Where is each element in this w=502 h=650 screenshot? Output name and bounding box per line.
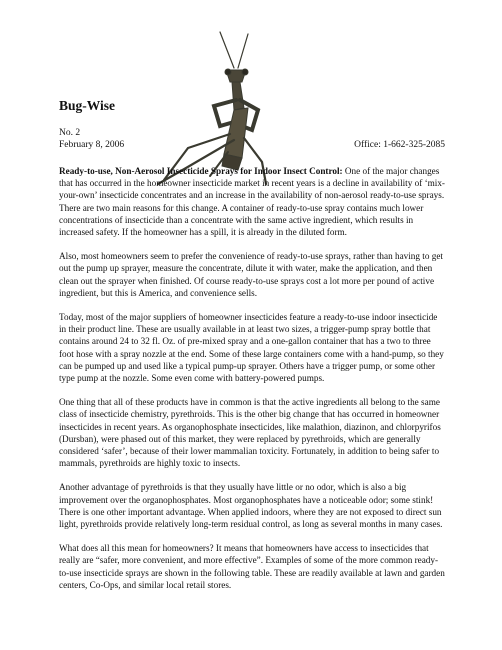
article-paragraph-1-text: One of the major changes that has occurred in the homeowner insecticide market in recent years is a decline in availability of ‘mix-your-own’ insecticide concentrates and an increase in the availability of non-aerosol ready-to-use sprays. There are two main reasons for this change. A container of ready-to-use spray contains much lower concentrations of insecticide than a concentrate with the same active ingredient, which results in increased safety. If the homeowner has a spill, it is already in the diluted form. <box>59 166 445 238</box>
praying-mantis-icon <box>150 30 300 185</box>
article-paragraph-2: Also, most homeowners seem to prefer the convenience of ready-to-use sprays, rather than having to get out the pump up sprayer, measure the concentrate, dilute it with water, make the application, and then clean out the sprayer when finished. Of course ready-to-use sprays cost a lot more per pound of active ingredient, but this is America, and convenience sells. <box>59 251 443 298</box>
article-paragraph-5: Another advantage of pyrethroids is that they usually have little or no odor, which is also a big improvement over the organophosphates. Most organophosphates have a noticeable odor; some stink! There is one other important advantage. When applied indoors, where they are not exposed to direct sun light, pyrethroids provide relatively long-term residual control, as long as several months in many cases. <box>59 482 443 530</box>
article-paragraph-6: What does all this mean for homeowners? It means that homeowners have access to insecticides that really are “safer, more convenient, and more effective”. Examples of some of the more common ready-to-use insecticide sprays are shown in the following table. These are readily available at lawn and garden centers, Co-Ops, and similar local retail stores. <box>59 543 445 590</box>
article-paragraph-3: Today, most of the major suppliers of homeowner insecticides feature a ready-to-use indoor insecticide in their product line. These are usually available in at least two sizes, a trigger-pump spray bottle that contains around 24 to 32 fl. Oz. of pre-mixed spray and a one-gallon container that has a two to three foot hose with a spray nozzle at the end. Some of these large containers come with a hand-pump, so they can be pumped up and used like a typical pump-up sprayer. Others have a trigger pump, or some other type pump at the nozzle. Some even come with battery-powered pumps. <box>59 312 444 384</box>
article-body <box>59 165 445 603</box>
issue-date: February 8, 2006 <box>59 140 125 150</box>
article-lead-title: Ready-to-use, Non-Aerosol Insecticide Sprays for Indoor Insect Control: <box>59 166 343 176</box>
office-phone: Office: 1-662-325-2085 <box>354 140 445 150</box>
article-paragraph-1 <box>59 165 445 238</box>
newsletter-title: Bug-Wise <box>59 98 116 113</box>
dateline <box>59 140 445 150</box>
issue-number: No. 2 <box>59 128 81 138</box>
article-paragraph-4: One thing that all of these products have in common is that the active ingredients all belong to the same class of insecticide chemistry, pyrethroids. This is the other big change that has occurred in homeowner insecticides in recent years. As organophosphate insecticides, like malathion, diazinon, and chlorpyrifos (Dursban), were phased out of this market, they were replaced by pyrethroids, which are generally considered ‘safer’, because of their lower mammalian toxicity. Fortunately, in addition to being safer to mammals, pyrethroids are highly toxic to insects. <box>59 397 441 469</box>
